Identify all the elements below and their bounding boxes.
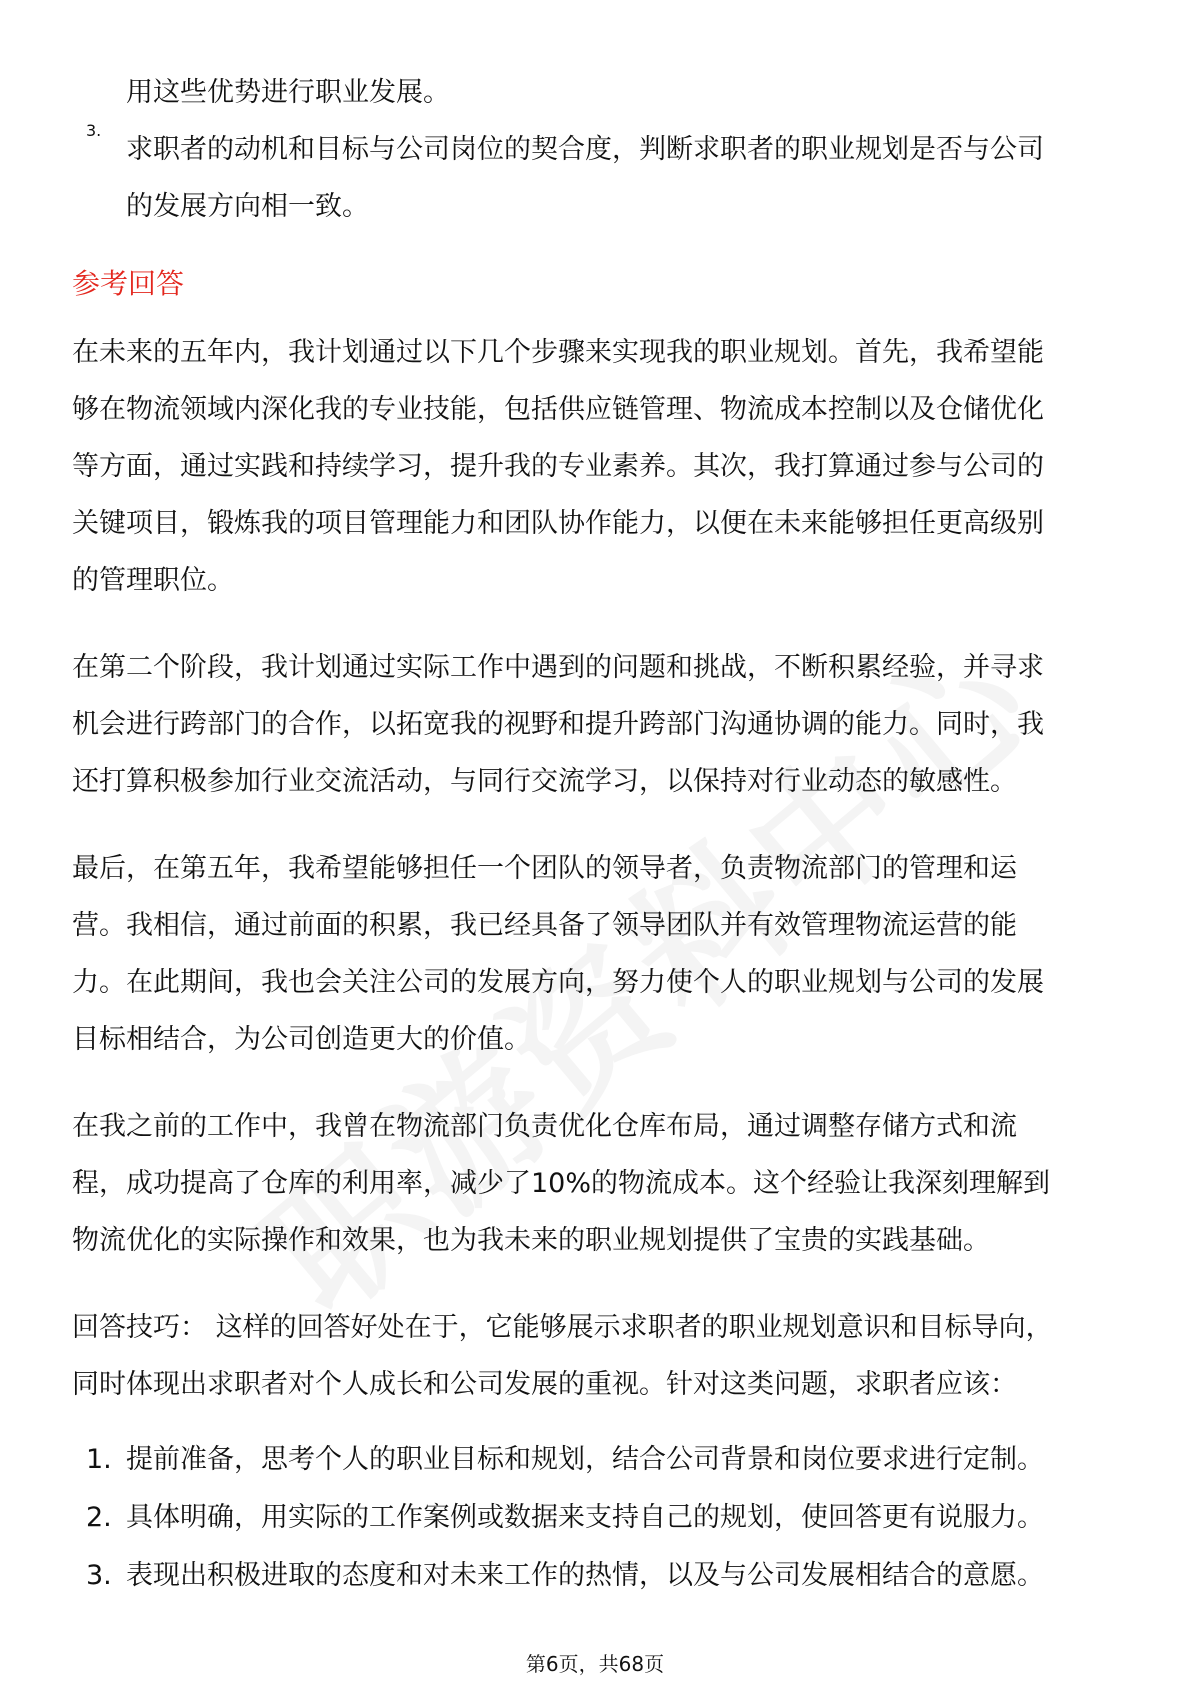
tip-item-2 (72, 1489, 1122, 1547)
paragraph-line: 的管理职位。 (72, 565, 234, 596)
section-heading: 参考回答 (72, 267, 185, 300)
list-item-line: 的发展方向相一致。 (126, 191, 369, 222)
paragraph-3 (72, 840, 1122, 1068)
paragraph-line: 力。在此期间，我也会关注公司的发展方向，努力使个人的职业规划与公司的发展 (72, 967, 1044, 998)
tip-text: 表现出积极进取的态度和对未来工作的热情，以及与公司发展相结合的意愿。 (126, 1560, 1044, 1591)
tip-item-3 (72, 1547, 1122, 1605)
list-continuation: 用这些优势进行职业发展。 (126, 77, 450, 108)
paragraph-line: 机会进行跨部门的合作，以拓宽我的视野和提升跨部门沟通协调的能力。同时，我 (72, 709, 1044, 740)
paragraph-line: 够在物流领域内深化我的专业技能，包括供应链管理、物流成本控制以及仓储优化 (72, 394, 1044, 425)
paragraph-line: 关键项目，锻炼我的项目管理能力和团队协作能力，以便在未来能够担任更高级别 (72, 508, 1044, 539)
paragraph-line: 在我之前的工作中，我曾在物流部门负责优化仓库布局，通过调整存储方式和流 (72, 1111, 1017, 1142)
answer-tips-paragraph (72, 1299, 1122, 1413)
list-item-number: 3. (86, 121, 102, 140)
paragraph-line: 在未来的五年内，我计划通过以下几个步骤来实现我的职业规划。首先，我希望能 (72, 337, 1044, 368)
paragraph-4 (72, 1098, 1122, 1269)
paragraph-line: 还打算积极参加行业交流活动，与同行交流学习，以保持对行业动态的敏感性。 (72, 766, 1017, 797)
page-number-footer: 第6页，共68页 (525, 1652, 665, 1676)
tip-number: 1. (86, 1444, 112, 1475)
tips-list (72, 1431, 1122, 1605)
paragraph-line: 回答技巧： 这样的回答好处在于，它能够展示求职者的职业规划意识和目标导向， (72, 1312, 1053, 1343)
paragraph-line: 同时体现出求职者对个人成长和公司发展的重视。针对这类问题，求职者应该： (72, 1369, 1017, 1400)
tip-item-1 (72, 1431, 1122, 1489)
tip-number: 2. (86, 1502, 112, 1533)
paragraph-2 (72, 639, 1122, 810)
list-item-3 (72, 121, 1122, 235)
paragraph-line: 等方面，通过实践和持续学习，提升我的专业素养。其次，我打算通过参与公司的 (72, 451, 1044, 482)
paragraph-line: 在第二个阶段，我计划通过实际工作中遇到的问题和挑战，不断积累经验，并寻求 (72, 652, 1044, 683)
tip-text: 提前准备，思考个人的职业目标和规划，结合公司背景和岗位要求进行定制。 (126, 1444, 1044, 1475)
paragraph-1 (72, 324, 1122, 609)
page-content (72, 64, 1122, 1605)
paragraph-line: 营。我相信，通过前面的积累，我已经具备了领导团队并有效管理物流运营的能 (72, 910, 1017, 941)
paragraph-line: 程，成功提高了仓库的利用率，减少了10%的物流成本。这个经验让我深刻理解到 (72, 1168, 1051, 1199)
tip-number: 3. (86, 1560, 112, 1591)
tip-text: 具体明确，用实际的工作案例或数据来支持自己的规划，使回答更有说服力。 (126, 1502, 1044, 1533)
paragraph-line: 目标相结合，为公司创造更大的价值。 (72, 1024, 531, 1055)
paragraph-line: 最后，在第五年，我希望能够担任一个团队的领导者，负责物流部门的管理和运 (72, 853, 1017, 884)
list-item-line: 求职者的动机和目标与公司岗位的契合度，判断求职者的职业规划是否与公司 (126, 134, 1044, 165)
paragraph-line: 物流优化的实际操作和效果，也为我未来的职业规划提供了宝贵的实践基础。 (72, 1225, 990, 1256)
